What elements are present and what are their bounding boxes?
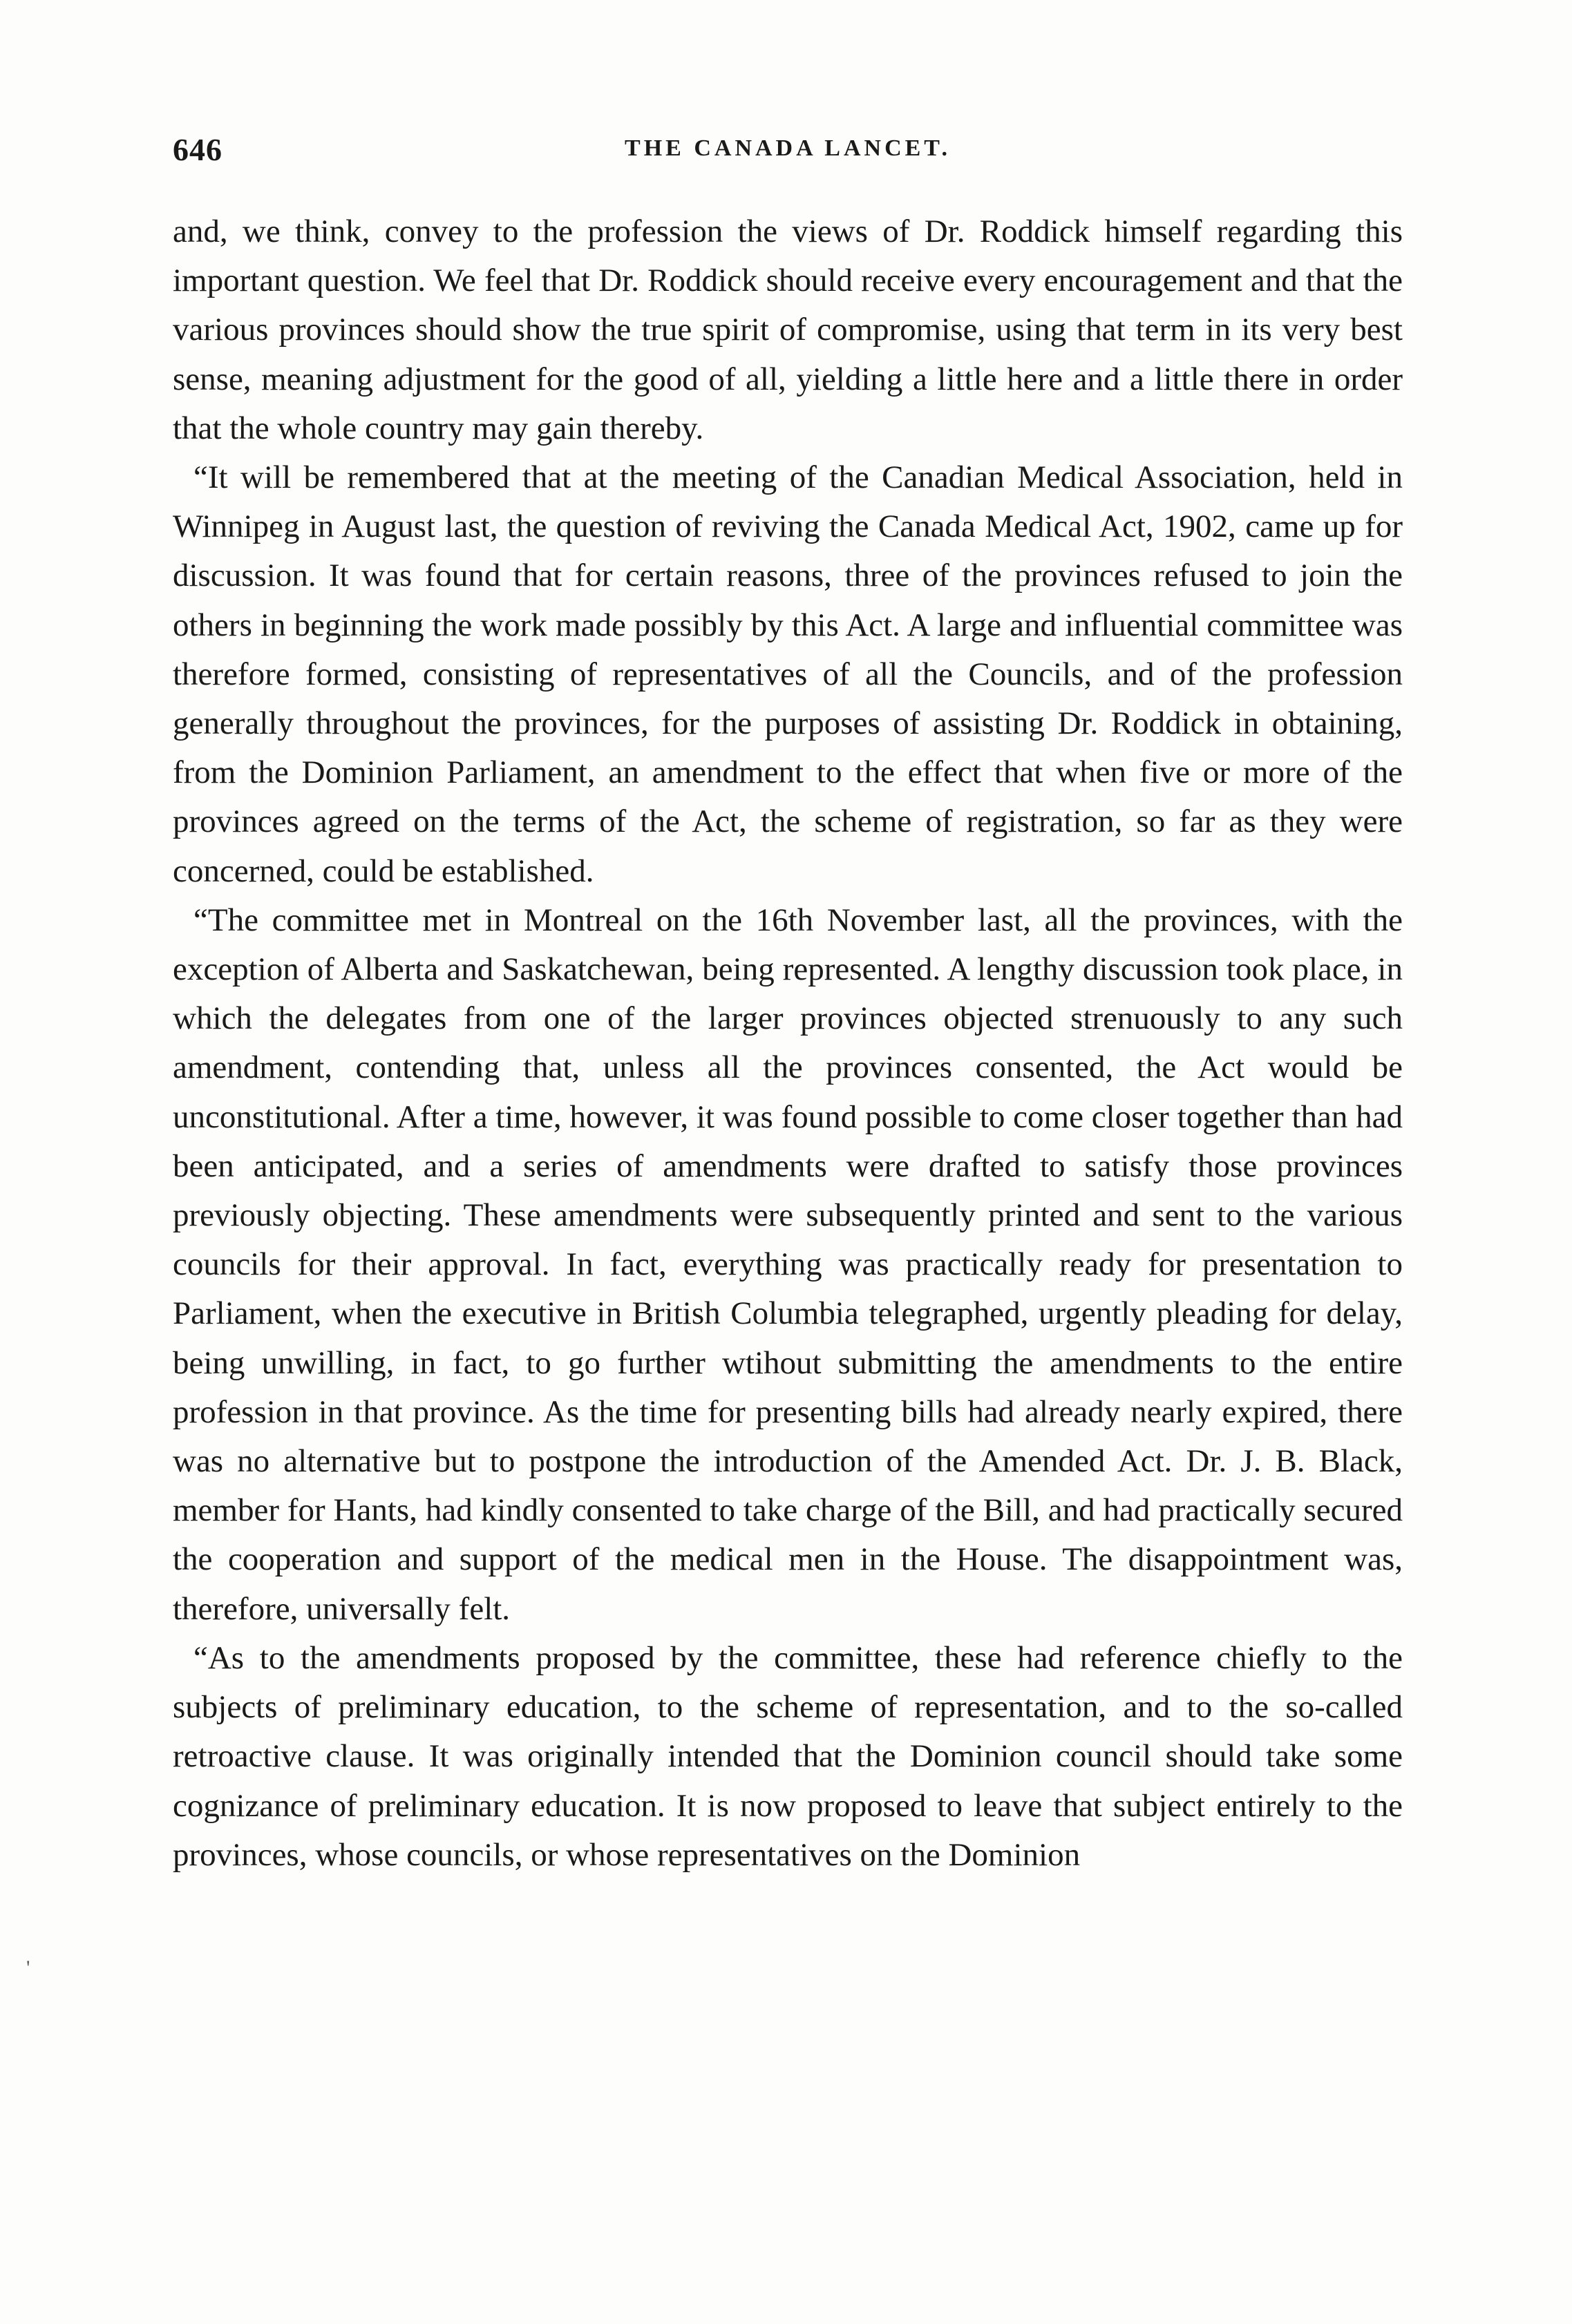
margin-speck: ' xyxy=(26,1956,30,1979)
running-head xyxy=(173,131,1403,173)
paragraph-continuation: and, we think, convey to the profession the views of Dr. Roddick himself regarding this important question. We feel that Dr. Roddick should receive every encouragement and that the various provinces should show the true spirit of compromise, using that term in its very best sense, meaning adjustment for the good of all, yielding a little here and a little there in order that the whole country may gain thereby. xyxy=(173,213,1403,446)
page-number: 646 xyxy=(173,132,222,167)
article-body xyxy=(173,207,1403,1880)
paragraph-committee-montreal: “The committee met in Montreal on the 16th November last, all the provinces, with the exception of Alberta and Saskatchewan, being represented. A lengthy discussion took place, in which the delegates from one of the larger provinces objected strenuously to any such amendment, contending that, unless all the provinces consented, the Act would be unconstitutional. After a time, however, it was found possible to come closer together than had been anticipated, and a series of amendments were drafted to satisfy those provinces previously objecting. These amendments were subsequently printed and sent to the various councils for their approval. In fact, everything was practically ready for presentation to Parliament, when the executive in British Columbia telegraphed, urgently pleading for delay, being unwilling, in fact, to go further wtihout submitting the amendments to the entire profession in that province. As the time for presenting bills had already nearly expired, there was no alternative but to postpone the introduction of the Amended Act. Dr. J. B. Black, member for Hants, had kindly consented to take charge of the Bill, and had practically secured the cooperation and support of the medical men in the House. The disappointment was, therefore, universally felt. xyxy=(173,902,1403,1627)
paragraph-amendments: “As to the amendments proposed by the committee, these had reference chiefly to the subjects of preliminary education, to the scheme of representation, and to the so-called retroactive clause. It was originally intended that the Dominion council should take some cognizance of preliminary education. It is now proposed to leave that subject entirely to the provinces, whose councils, or whose representatives on the Dominion xyxy=(173,1639,1403,1873)
paragraph-association-meeting: “It will be remembered that at the meeting of the Canadian Medical Association, held in Winnipeg in August last, the question of reviving the Canada Medical Act, 1902, came up for discussion. It was found that for certain reasons, three of the provinces refused to join the others in beginning the work made possibly by this Act. A large and influential committee was therefore formed, consisting of representatives of all the Councils, and of the profession generally throughout the provinces, for the purposes of assisting Dr. Roddick in obtaining, from the Dominion Parliament, an amendment to the effect that when five or more of the provinces agreed on the terms of the Act, the scheme of registration, so far as they were concerned, could be established. xyxy=(173,459,1403,889)
journal-title: THE CANADA LANCET. xyxy=(625,135,951,161)
